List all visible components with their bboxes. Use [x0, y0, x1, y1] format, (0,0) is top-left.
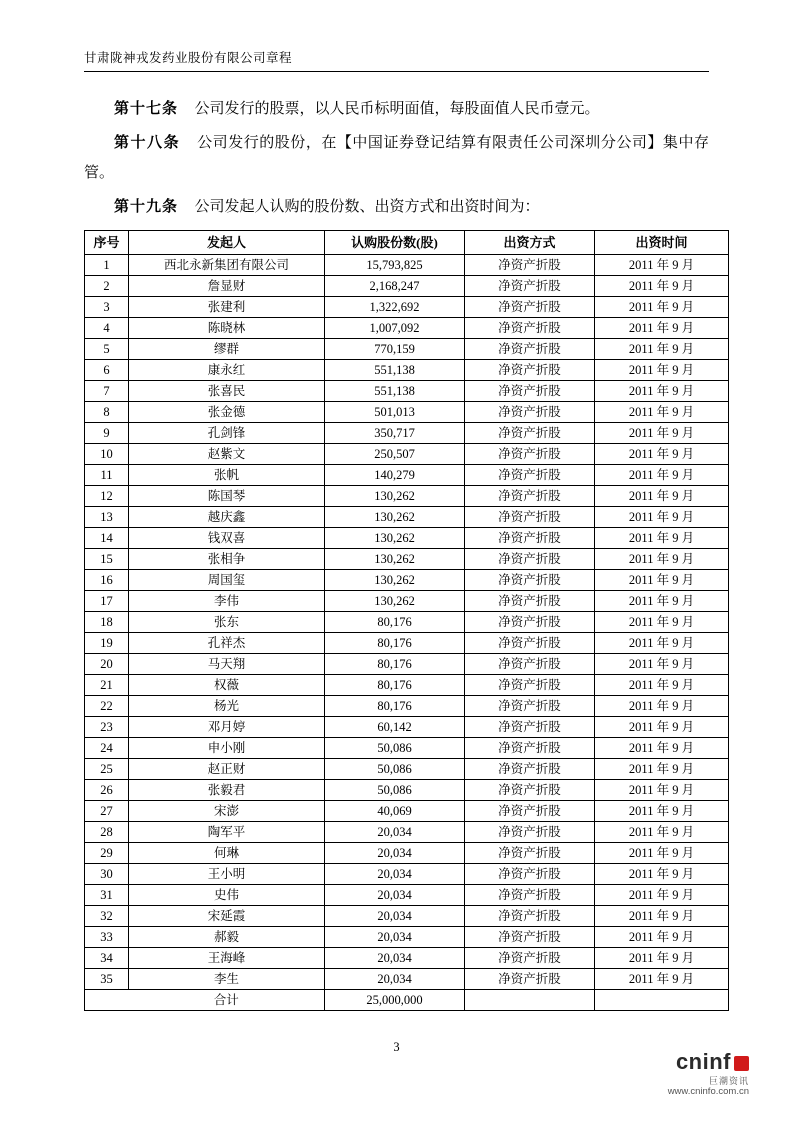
table-row — [85, 885, 729, 906]
cell-time: 2011 年 9 月 — [595, 297, 729, 318]
cell-promoter: 何琳 — [129, 843, 325, 864]
cninfo-logo — [668, 1049, 749, 1098]
cell-promoter: 马天翔 — [129, 654, 325, 675]
cell-mode: 净资产折股 — [465, 675, 595, 696]
table-row — [85, 528, 729, 549]
table-row — [85, 318, 729, 339]
cell-time: 2011 年 9 月 — [595, 486, 729, 507]
cell-promoter: 詹显财 — [129, 276, 325, 297]
cell-index: 31 — [85, 885, 129, 906]
cell-mode: 净资产折股 — [465, 948, 595, 969]
table-row — [85, 759, 729, 780]
cell-time: 2011 年 9 月 — [595, 864, 729, 885]
paragraph-article-19 — [84, 192, 709, 222]
cell-time: 2011 年 9 月 — [595, 759, 729, 780]
cell-shares: 50,086 — [325, 780, 465, 801]
cell-shares: 20,034 — [325, 885, 465, 906]
cell-time: 2011 年 9 月 — [595, 255, 729, 276]
cell-mode: 净资产折股 — [465, 654, 595, 675]
cell-mode: 净资产折股 — [465, 591, 595, 612]
table-row — [85, 780, 729, 801]
table-row — [85, 612, 729, 633]
cell-time: 2011 年 9 月 — [595, 423, 729, 444]
cell-time: 2011 年 9 月 — [595, 969, 729, 990]
cell-index: 33 — [85, 927, 129, 948]
cell-shares: 1,007,092 — [325, 318, 465, 339]
cell-mode: 净资产折股 — [465, 276, 595, 297]
article-text: 公司发行的股票，以人民币标明面值，每股面值人民币壹元。 — [194, 101, 600, 117]
table-row — [85, 381, 729, 402]
cell-promoter: 西北永新集团有限公司 — [129, 255, 325, 276]
table-row — [85, 465, 729, 486]
cell-promoter: 宋延霞 — [129, 906, 325, 927]
table-row — [85, 717, 729, 738]
cell-shares: 40,069 — [325, 801, 465, 822]
cell-mode: 净资产折股 — [465, 549, 595, 570]
column-header-time: 出资时间 — [595, 231, 729, 255]
cell-mode: 净资产折股 — [465, 780, 595, 801]
cell-promoter: 张金德 — [129, 402, 325, 423]
cell-promoter: 周国玺 — [129, 570, 325, 591]
cell-shares: 80,176 — [325, 654, 465, 675]
table-row — [85, 360, 729, 381]
cell-index: 8 — [85, 402, 129, 423]
cell-promoter: 杨光 — [129, 696, 325, 717]
table-row — [85, 507, 729, 528]
cell-index: 3 — [85, 297, 129, 318]
column-header-promoter: 发起人 — [129, 231, 325, 255]
cell-time: 2011 年 9 月 — [595, 822, 729, 843]
logo-subtitle: 巨潮资讯 — [708, 1075, 749, 1086]
cell-index: 30 — [85, 864, 129, 885]
page-header: 甘肃陇神戎发药业股份有限公司章程 — [84, 48, 709, 72]
cell-time: 2011 年 9 月 — [595, 465, 729, 486]
paragraph-article-18 — [84, 128, 709, 188]
cell-promoter: 张帆 — [129, 465, 325, 486]
cell-promoter: 权薇 — [129, 675, 325, 696]
cell-mode: 净资产折股 — [465, 297, 595, 318]
table-row — [85, 822, 729, 843]
cell-shares: 551,138 — [325, 381, 465, 402]
cell-shares: 551,138 — [325, 360, 465, 381]
cell-promoter: 张东 — [129, 612, 325, 633]
table-row — [85, 906, 729, 927]
table-row — [85, 927, 729, 948]
cell-shares: 350,717 — [325, 423, 465, 444]
cell-shares: 80,176 — [325, 675, 465, 696]
column-header-mode: 出资方式 — [465, 231, 595, 255]
promoters-share-table — [84, 230, 729, 1011]
table-row — [85, 297, 729, 318]
cell-index: 24 — [85, 738, 129, 759]
cell-promoter: 邓月婷 — [129, 717, 325, 738]
cell-shares: 501,013 — [325, 402, 465, 423]
cell-time: 2011 年 9 月 — [595, 612, 729, 633]
cell-promoter: 王海峰 — [129, 948, 325, 969]
cell-index: 17 — [85, 591, 129, 612]
logo-text: cninf — [675, 1049, 731, 1075]
cell-time: 2011 年 9 月 — [595, 696, 729, 717]
cell-shares: 2,168,247 — [325, 276, 465, 297]
table-row — [85, 675, 729, 696]
cell-shares: 130,262 — [325, 570, 465, 591]
cell-mode: 净资产折股 — [465, 339, 595, 360]
cell-mode: 净资产折股 — [465, 444, 595, 465]
column-header-shares: 认购股份数(股) — [325, 231, 465, 255]
cell-shares: 130,262 — [325, 591, 465, 612]
page-number: 3 — [393, 1040, 400, 1054]
cell-time: 2011 年 9 月 — [595, 339, 729, 360]
table-row — [85, 402, 729, 423]
cell-mode: 净资产折股 — [465, 402, 595, 423]
cell-mode: 净资产折股 — [465, 717, 595, 738]
cell-promoter: 孔剑锋 — [129, 423, 325, 444]
cell-mode: 净资产折股 — [465, 927, 595, 948]
cell-index: 19 — [85, 633, 129, 654]
cell-shares: 20,034 — [325, 906, 465, 927]
cell-time: 2011 年 9 月 — [595, 549, 729, 570]
cell-promoter: 宋澎 — [129, 801, 325, 822]
paragraph-article-17 — [84, 94, 709, 124]
cell-promoter: 张建利 — [129, 297, 325, 318]
table-row — [85, 843, 729, 864]
table-row — [85, 654, 729, 675]
cell-index: 6 — [85, 360, 129, 381]
cell-mode: 净资产折股 — [465, 507, 595, 528]
cell-time: 2011 年 9 月 — [595, 948, 729, 969]
cell-time: 2011 年 9 月 — [595, 402, 729, 423]
cell-mode: 净资产折股 — [465, 318, 595, 339]
table-row — [85, 276, 729, 297]
cell-index: 35 — [85, 969, 129, 990]
cell-index: 15 — [85, 549, 129, 570]
cell-index: 13 — [85, 507, 129, 528]
cell-promoter: 王小明 — [129, 864, 325, 885]
cell-index: 1 — [85, 255, 129, 276]
cell-time: 2011 年 9 月 — [595, 843, 729, 864]
cell-index: 21 — [85, 675, 129, 696]
cell-index: 23 — [85, 717, 129, 738]
cell-index: 5 — [85, 339, 129, 360]
cell-shares: 20,034 — [325, 843, 465, 864]
table-row — [85, 339, 729, 360]
cell-promoter: 赵正财 — [129, 759, 325, 780]
cell-shares: 20,034 — [325, 948, 465, 969]
cell-index: 32 — [85, 906, 129, 927]
cell-mode: 净资产折股 — [465, 528, 595, 549]
cell-promoter: 陈晓林 — [129, 318, 325, 339]
cell-time: 2011 年 9 月 — [595, 906, 729, 927]
cell-index: 28 — [85, 822, 129, 843]
cell-index: 11 — [85, 465, 129, 486]
cell-mode: 净资产折股 — [465, 696, 595, 717]
cell-shares: 60,142 — [325, 717, 465, 738]
cell-time: 2011 年 9 月 — [595, 276, 729, 297]
cell-mode: 净资产折股 — [465, 738, 595, 759]
cell-time: 2011 年 9 月 — [595, 717, 729, 738]
cell-mode: 净资产折股 — [465, 255, 595, 276]
cell-total-index — [85, 990, 129, 1011]
table-row — [85, 255, 729, 276]
cell-time: 2011 年 9 月 — [595, 780, 729, 801]
cell-total-label: 合计 — [129, 990, 325, 1011]
cell-promoter: 郝毅 — [129, 927, 325, 948]
column-header-index: 序号 — [85, 231, 129, 255]
cell-time: 2011 年 9 月 — [595, 675, 729, 696]
cell-shares: 20,034 — [325, 864, 465, 885]
cell-index: 9 — [85, 423, 129, 444]
cell-total-mode — [465, 990, 595, 1011]
cell-shares: 250,507 — [325, 444, 465, 465]
cell-mode: 净资产折股 — [465, 801, 595, 822]
cell-promoter: 陈国琴 — [129, 486, 325, 507]
cell-time: 2011 年 9 月 — [595, 885, 729, 906]
table-row — [85, 486, 729, 507]
table-row — [85, 801, 729, 822]
logo-url: www.cninfo.com.cn — [667, 1086, 749, 1098]
cell-shares: 130,262 — [325, 528, 465, 549]
cell-time: 2011 年 9 月 — [595, 381, 729, 402]
cell-time: 2011 年 9 月 — [595, 633, 729, 654]
article-number: 第十七条 — [114, 101, 179, 117]
logo-mark-icon — [734, 1056, 749, 1071]
cell-mode: 净资产折股 — [465, 486, 595, 507]
cell-shares: 50,086 — [325, 738, 465, 759]
table-row — [85, 423, 729, 444]
cell-time: 2011 年 9 月 — [595, 591, 729, 612]
cell-time: 2011 年 9 月 — [595, 360, 729, 381]
article-text: 公司发行的股份，在【中国证券登记结算有限责任公司深圳分公司】集中存管。 — [84, 135, 709, 181]
cell-index: 16 — [85, 570, 129, 591]
cell-shares: 770,159 — [325, 339, 465, 360]
cell-mode: 净资产折股 — [465, 465, 595, 486]
cell-index: 20 — [85, 654, 129, 675]
article-number: 第十九条 — [114, 199, 179, 215]
cell-promoter: 缪群 — [129, 339, 325, 360]
cell-time: 2011 年 9 月 — [595, 654, 729, 675]
cell-shares: 80,176 — [325, 696, 465, 717]
cell-promoter: 张毅君 — [129, 780, 325, 801]
table-row — [85, 948, 729, 969]
cell-mode: 净资产折股 — [465, 612, 595, 633]
cell-shares: 130,262 — [325, 549, 465, 570]
cell-index: 34 — [85, 948, 129, 969]
cell-shares: 20,034 — [325, 927, 465, 948]
cell-shares: 130,262 — [325, 507, 465, 528]
cell-promoter: 张相争 — [129, 549, 325, 570]
cell-shares: 130,262 — [325, 486, 465, 507]
table-row — [85, 570, 729, 591]
table-header — [85, 231, 729, 255]
cell-mode: 净资产折股 — [465, 864, 595, 885]
cell-promoter: 史伟 — [129, 885, 325, 906]
cell-index: 26 — [85, 780, 129, 801]
cell-time: 2011 年 9 月 — [595, 318, 729, 339]
cell-promoter: 赵紫文 — [129, 444, 325, 465]
cell-index: 14 — [85, 528, 129, 549]
cell-total-time — [595, 990, 729, 1011]
cell-index: 18 — [85, 612, 129, 633]
cell-index: 27 — [85, 801, 129, 822]
cell-promoter: 李生 — [129, 969, 325, 990]
table-row — [85, 444, 729, 465]
cell-time: 2011 年 9 月 — [595, 927, 729, 948]
table-row — [85, 696, 729, 717]
cell-promoter: 康永红 — [129, 360, 325, 381]
cell-index: 25 — [85, 759, 129, 780]
cell-shares: 20,034 — [325, 822, 465, 843]
table-row — [85, 864, 729, 885]
logo-wordmark — [668, 1049, 749, 1074]
article-number: 第十八条 — [114, 135, 181, 151]
cell-time: 2011 年 9 月 — [595, 738, 729, 759]
cell-mode: 净资产折股 — [465, 360, 595, 381]
table-total-row — [85, 990, 729, 1011]
cell-shares: 15,793,825 — [325, 255, 465, 276]
cell-promoter: 申小刚 — [129, 738, 325, 759]
cell-shares: 50,086 — [325, 759, 465, 780]
cell-time: 2011 年 9 月 — [595, 570, 729, 591]
cell-index: 2 — [85, 276, 129, 297]
cell-time: 2011 年 9 月 — [595, 528, 729, 549]
cell-mode: 净资产折股 — [465, 906, 595, 927]
cell-index: 12 — [85, 486, 129, 507]
cell-shares: 80,176 — [325, 633, 465, 654]
table-row — [85, 591, 729, 612]
cell-time: 2011 年 9 月 — [595, 801, 729, 822]
cell-mode: 净资产折股 — [465, 885, 595, 906]
cell-promoter: 张喜民 — [129, 381, 325, 402]
table-row — [85, 969, 729, 990]
table-header-row — [85, 231, 729, 255]
cell-time: 2011 年 9 月 — [595, 507, 729, 528]
cell-shares: 1,322,692 — [325, 297, 465, 318]
cell-shares: 80,176 — [325, 612, 465, 633]
cell-mode: 净资产折股 — [465, 633, 595, 654]
cell-mode: 净资产折股 — [465, 570, 595, 591]
cell-promoter: 越庆鑫 — [129, 507, 325, 528]
cell-time: 2011 年 9 月 — [595, 444, 729, 465]
cell-index: 4 — [85, 318, 129, 339]
cell-index: 29 — [85, 843, 129, 864]
cell-mode: 净资产折股 — [465, 759, 595, 780]
cell-mode: 净资产折股 — [465, 969, 595, 990]
cell-mode: 净资产折股 — [465, 822, 595, 843]
table-body — [85, 255, 729, 1011]
table-row — [85, 738, 729, 759]
cell-mode: 净资产折股 — [465, 381, 595, 402]
cell-index: 22 — [85, 696, 129, 717]
cell-promoter: 钱双喜 — [129, 528, 325, 549]
cell-index: 10 — [85, 444, 129, 465]
article-text: 公司发起人认购的股份数、出资方式和出资时间为： — [194, 199, 540, 215]
cell-mode: 净资产折股 — [465, 843, 595, 864]
cell-promoter: 陶军平 — [129, 822, 325, 843]
cell-mode: 净资产折股 — [465, 423, 595, 444]
cell-promoter: 孔祥杰 — [129, 633, 325, 654]
cell-shares: 20,034 — [325, 969, 465, 990]
cell-index: 7 — [85, 381, 129, 402]
table-row — [85, 549, 729, 570]
table-row — [85, 633, 729, 654]
cell-total-shares: 25,000,000 — [325, 990, 465, 1011]
cell-promoter: 李伟 — [129, 591, 325, 612]
cell-shares: 140,279 — [325, 465, 465, 486]
